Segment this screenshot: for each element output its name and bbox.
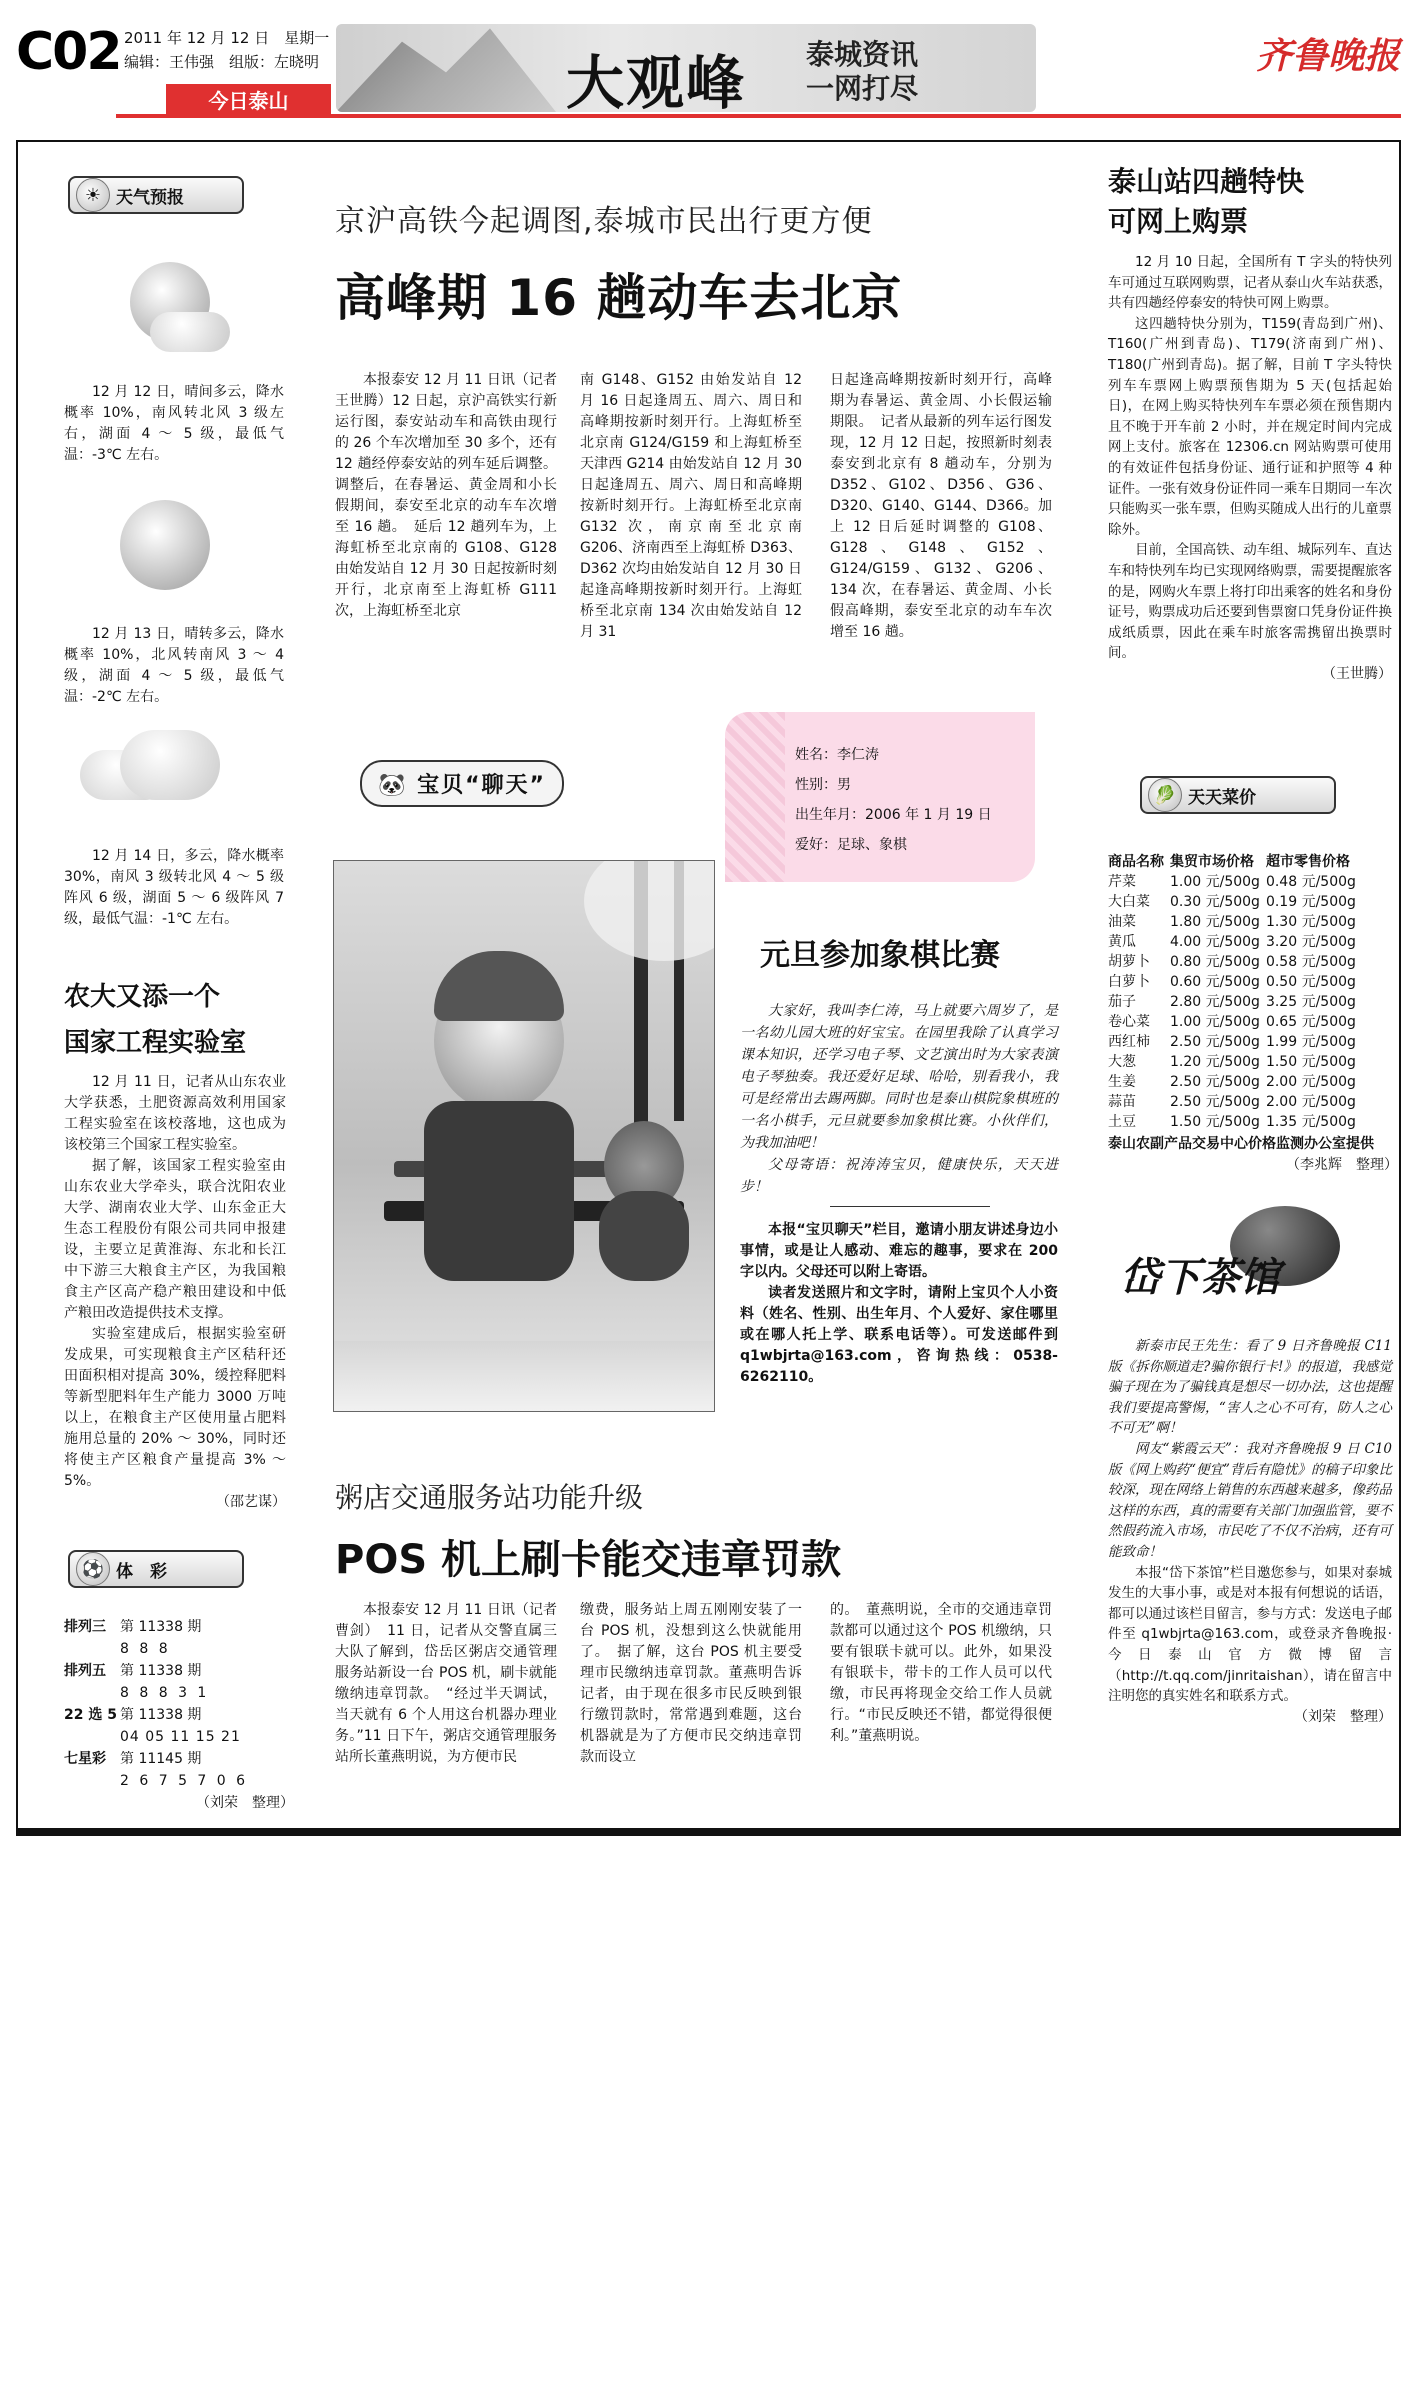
- station-headline: [1108, 162, 1388, 242]
- vegetable-name: 蒜苗: [1108, 1094, 1136, 1110]
- lottery-numbers: 04 05 11 15 21: [120, 1729, 241, 1745]
- vegetable-name: 大葱: [1108, 1054, 1136, 1070]
- agri-lab-para: 12 月 11 日，记者从山东农业大学获悉，土肥资源高效利用国家工程实验室在该校落地，这也成为该校第三个国家工程实验室。: [64, 1074, 286, 1153]
- vegetable-icon: 🥬: [1148, 778, 1182, 812]
- supermarket-price: 1.99 元/500g: [1265, 1034, 1356, 1050]
- price-row: [1108, 1112, 1362, 1132]
- lottery-name: 22 选 5: [64, 1707, 117, 1723]
- market-price: 2.50 元/500g: [1170, 1094, 1260, 1110]
- newspaper-logo: 齐鲁晚报: [1256, 35, 1401, 77]
- divider: [830, 1206, 990, 1207]
- supermarket-price: 0.48 元/500g: [1265, 874, 1356, 890]
- mountain-image: [336, 24, 556, 112]
- station-byline: （王世腾）: [1322, 665, 1392, 682]
- baby-chat-headline: 元旦参加象棋比赛: [760, 938, 1000, 973]
- vegetable-name: 大白菜: [1108, 894, 1150, 910]
- prices-badge: [1140, 776, 1336, 814]
- market-price: 1.80 元/500g: [1170, 914, 1260, 930]
- vegetable-name: 生姜: [1108, 1074, 1136, 1090]
- teahouse-banner: [1120, 1196, 1360, 1316]
- agri-lab-headline-line-1: 农大又添一个: [64, 982, 221, 1012]
- market-price: 1.00 元/500g: [1170, 874, 1260, 890]
- lottery-issue: 第 11145 期: [120, 1751, 202, 1767]
- column-header: 商品名称: [1108, 854, 1164, 870]
- lottery-issue: 第 11338 期: [120, 1707, 202, 1723]
- station-headline-line-2: 可网上购票: [1108, 205, 1249, 238]
- supermarket-price: 0.50 元/500g: [1265, 974, 1356, 990]
- vegetable-name: 白萝卜: [1108, 974, 1150, 990]
- station-para: 目前，全国高铁、动车组、城际列车、直达车和特快列车均已实现网络购票，需要提醒旅客的是，网购火车票上将打印出乘客的姓名和身份证号，购票成功后还要到售票窗口凭身份证件换成纸质票，因此在乘车时旅客需携留出换票时间。: [1108, 542, 1392, 662]
- supermarket-price: 2.00 元/500g: [1265, 1074, 1356, 1090]
- market-price: 0.80 元/500g: [1170, 954, 1260, 970]
- lottery-numbers: 8 8 8 3 1: [120, 1685, 210, 1701]
- station-headline-line-1: 泰山站四趟特快: [1108, 165, 1305, 198]
- lottery-name: 排列三: [64, 1619, 106, 1635]
- lottery-row: [64, 1748, 294, 1770]
- vegetable-name: 芹菜: [1108, 874, 1136, 890]
- baby-diary-text: 大家好，我叫李仁涛，马上就要六周岁了，是一名幼儿园大班的好宝宝。在园里我除了认真学习课本知识，还学习电子琴、文艺演出时为大家表演电子琴独奏。我还爱好足球、哈哈，别看我小，我可是经常出去踢两脚。同时也是泰山棋院象棋班的一名小棋手，元旦就要参加象棋比赛。小伙伴们，为我加油吧！: [740, 1003, 1058, 1151]
- lottery-badge: [68, 1550, 244, 1588]
- market-price: 2.80 元/500g: [1170, 994, 1260, 1010]
- lottery-row: [64, 1616, 294, 1638]
- notice-para: 本报“宝贝聊天”栏目，邀请小朋友讲述身边小事情，或是让人感动、难忘的趣事，要求在 200 字以内。父母还可以附上寄语。: [740, 1222, 1058, 1280]
- price-row: [1108, 872, 1362, 892]
- price-row: [1108, 952, 1362, 972]
- pos-kicker: 粥店交通服务站功能升级: [335, 1481, 644, 1514]
- pos-column-2: 缴费，服务站上周五刚刚安装了一台 POS 机，没想到这么快就能用了。 据了解，这台 POS 机主要受理市民缴纳违章罚款。董燕明告诉记者，由于现在很多市民反映到银行缴罚款时，常常遇到难题，这台机器就是为了方便市民交纳违章罚款而设立: [580, 1602, 802, 1765]
- page-number: C02: [16, 22, 121, 82]
- baby-diary: [740, 1000, 1058, 1198]
- column-header: 超市零售价格: [1265, 854, 1350, 870]
- child-photo: [333, 860, 715, 1412]
- rail-column-3: 日起逢高峰期按新时刻开行，高峰期为春暑运、黄金周、小长假运输期限。 记者从最新的列车运行图发现，12 月 12 日起，按照新时刻表泰安到北京有 8 趟动车，分别为 D352、G102、D356、G36、D320、G140、G144、D366。加上 12 日后延时调整的 G108、G128、G148、G152、G124/G159、G132、G206、134 次，在春暑运、黄金周、小长假高峰期，泰安至北京的动车车次增至 16 趟。: [830, 372, 1052, 640]
- vegetable-name: 胡萝卜: [1108, 954, 1150, 970]
- teahouse-para: 网友“紫霞云天”：我对齐鲁晚报 9 日 C10 版《网上购药“便宜”背后有隐忧》的稿子印象比较深，现在网络上销售的东西越来越多，像药品这样的东西，真的需要有关部门加强监管，要不然假药流入市场，市民吃了不仅不治病，还有可能致命！: [1108, 1440, 1392, 1560]
- station-article: [1108, 252, 1392, 684]
- rail-kicker: 京沪高铁今起调图,泰城市民出行更方便: [335, 204, 873, 239]
- vegetable-name: 茄子: [1108, 994, 1136, 1010]
- vegetable-name: 油菜: [1108, 914, 1136, 930]
- pos-column-1: 本报泰安 12 月 11 日讯（记者 曹剑） 11 日，记者从交警直属三大队了解到，岱岳区粥店交通管理服务站新设一台 POS 机，刷卡就能缴纳违章罚款。 “经过半天调试，当天就有 6 个人用这台机器办理业务。”11 日下午，粥店交通管理服务站所长董燕明说，为方便市民: [335, 1602, 571, 1765]
- lottery-issue: 第 11338 期: [120, 1619, 202, 1635]
- lottery-name: 排列五: [64, 1663, 106, 1679]
- price-row: [1108, 1052, 1362, 1072]
- lottery-results: [64, 1616, 294, 1814]
- rail-column-1: 本报泰安 12 月 11 日讯（记者 王世腾）12 日起，京沪高铁实行新运行图，泰安站动车和高铁由现行的 26 个车次增加至 30 多个，还有 12 趟经停泰安站的列车延后调整。调整后，在春暑运、黄金周和小长假期间，泰安至北京的动车车次增至 16 趟。 延后 12 趟列车为，上海虹桥至北京南的 G108、G128 由始发站自 12 月 30 日起按新时刻开行，北京南至上海虹桥 G111 次，上海虹桥至北京: [335, 372, 571, 619]
- cloudy-icon: [80, 730, 210, 830]
- vegetable-name: 黄瓜: [1108, 934, 1136, 950]
- lottery-badge-label: 体 彩: [116, 1561, 167, 1582]
- price-table: [1108, 852, 1362, 1132]
- sunny-icon: [100, 500, 230, 600]
- price-source: 泰山农副产品交易中心价格监测办公室提供: [1108, 1136, 1374, 1152]
- supermarket-price: 2.00 元/500g: [1265, 1094, 1356, 1110]
- teahouse-para: 本报“岱下茶馆”栏目邀您参与，如果对泰城发生的大事小事，或是对本报有何想说的话语，都可以通过该栏目留言，参与方式：发送电子邮件至 q1wbjrta@163.com，或登录齐鲁晚报·今日泰山官方微博留言（http://t.qq.com/jinritaishan），请在留言中注明您的真实姓名和联系方式。: [1108, 1564, 1392, 1705]
- agri-lab-article: [64, 1072, 286, 1513]
- supermarket-price: 3.25 元/500g: [1265, 994, 1356, 1010]
- weather-badge-label: 天气预报: [116, 187, 184, 208]
- lottery-row: [64, 1704, 294, 1726]
- teahouse-article: [1108, 1336, 1392, 1727]
- profile-hobby: 爱好：足球、象棋: [795, 837, 907, 853]
- market-price: 0.30 元/500g: [1170, 894, 1260, 910]
- baby-profile-card: [725, 712, 1035, 882]
- price-row: [1108, 912, 1362, 932]
- profile-name: 姓名：李仁涛: [795, 747, 879, 763]
- market-price: 0.60 元/500g: [1170, 974, 1260, 990]
- supermarket-price: 3.20 元/500g: [1265, 934, 1356, 950]
- market-price: 1.50 元/500g: [1170, 1114, 1260, 1130]
- market-price: 1.20 元/500g: [1170, 1054, 1260, 1070]
- supermarket-price: 1.30 元/500g: [1265, 914, 1356, 930]
- price-row: [1108, 1012, 1362, 1032]
- lottery-numbers: 8 8 8: [120, 1641, 171, 1657]
- rail-headline: 高峰期 16 趟动车去北京: [335, 269, 903, 327]
- teahouse-byline: （刘荣 整理）: [1294, 1708, 1392, 1725]
- lottery-name: 七星彩: [64, 1751, 106, 1767]
- profile-birth: 出生年月：2006 年 1 月 19 日: [795, 807, 992, 823]
- masthead-title: 大观峰: [566, 49, 747, 112]
- parents-message: 父母寄语：祝涛涛宝贝，健康快乐，天天进步！: [740, 1157, 1058, 1195]
- weather-day-1: 12 月 12 日，晴间多云，降水概率 10%，南风转北风 3 级左右，湖面 4 ～ 5 级，最低气温：-3℃ 左右。: [64, 384, 284, 463]
- slogan-line-2: 一网打尽: [806, 72, 919, 105]
- weather-day-3: 12 月 14 日，多云，降水概率 30%，南风 3 级转北风 4 ～ 5 级阵风 6 级，湖面 5 ～ 6 级阵风 7 级，最低气温：-1℃ 左右。: [64, 848, 284, 927]
- price-row: [1108, 1072, 1362, 1092]
- sports-icon: ⚽: [76, 1552, 110, 1586]
- vegetable-name: 土豆: [1108, 1114, 1136, 1130]
- editors-line: 编辑：王伟强 组版：左晓明: [124, 53, 320, 71]
- station-para: 这四趟特快分别为，T159(青岛到广州)、T160(广州到青岛)、T179(济南到广州)、T180(广州到青岛)。据了解，目前 T 字头特快列车车票网上购票预售期为 5 天(包括起始日)，在网上购买特快列车车票必须在预售期内且不晚于开车前 2 小时，并在规定时间内完成网上支付。旅客在 12306.cn 网站购票可使用的有效证件包括身份证、通行证和护照等 4 种证件。一张有效身份证件同一乘车日期同一车次只能购买一张车票，但购买随成人出行的儿童票除外。: [1108, 315, 1392, 538]
- lottery-row: [64, 1660, 294, 1682]
- baby-panda-icon: 🐼: [378, 773, 408, 798]
- station-para: 12 月 10 日起，全国所有 T 字头的特快列车可通过互联网购票，记者从泰山火车站获悉，共有四趟经停泰安的特快可网上购票。: [1108, 254, 1392, 312]
- supermarket-price: 0.19 元/500g: [1265, 894, 1356, 910]
- agri-lab-para: 实验室建成后，根据实验室研发成果，可实现粮食主产区秸秆还田面积相对提高 30%，缓控释肥料等新型肥料年生产能力 3000 万吨以上，在粮食主产区使用量占肥料施用总量的 20% ～ 30%，同时还将使主产区粮食产量提高 3% ～ 5%。: [64, 1326, 286, 1489]
- sun-face-icon: ☀: [76, 178, 110, 212]
- section-tab: 今日泰山: [166, 84, 331, 118]
- baby-chat-notice: [740, 1220, 1058, 1388]
- agri-lab-headline: [64, 974, 294, 1066]
- lottery-issue: 第 11338 期: [120, 1663, 202, 1679]
- profile-gender: 性别：男: [795, 777, 851, 793]
- weather-badge: [68, 176, 244, 214]
- column-header: 集贸市场价格: [1170, 854, 1254, 870]
- supermarket-price: 1.50 元/500g: [1265, 1054, 1356, 1070]
- lottery-byline: （刘荣 整理）: [196, 1795, 294, 1811]
- agri-lab-para: 据了解，该国家工程实验室由山东农业大学牵头，联合沈阳农业大学、湖南农业大学、山东金正大生态工程股份有限公司共同申报建设，主要立足黄淮海、东北和长江中下游三大粮食主产区，为我国粮食主产区高产稳产粮田建设和中低产粮田改造提供技术支撑。: [64, 1158, 286, 1321]
- date-line: 2011 年 12 月 12 日 星期一: [124, 29, 330, 47]
- market-price: 2.50 元/500g: [1170, 1034, 1260, 1050]
- masthead-slogan: [806, 38, 918, 106]
- sunny-cloud-icon: [100, 262, 230, 362]
- market-price: 1.00 元/500g: [1170, 1014, 1260, 1030]
- vegetable-name: 西红柿: [1108, 1034, 1150, 1050]
- weather-day-2: 12 月 13 日，晴转多云，降水概率 10%，北风转南风 3 ～ 4 级，湖面 4 ～ 5 级，最低气温：-2℃ 左右。: [64, 626, 284, 705]
- supermarket-price: 1.35 元/500g: [1265, 1114, 1356, 1130]
- pos-column-3: 的。 董燕明说，全市的交通违章罚款都可以通过这个 POS 机缴纳，只要有银联卡就可以。此外，如果没有银联卡，带卡的工作人员可以代缴，市民再将现金交给工作人员就行。“市民反映还不错，都觉得很便利。”董燕明说。: [830, 1602, 1052, 1744]
- baby-chat-badge-label: 宝贝“聊天”: [417, 773, 546, 798]
- masthead-meta: [124, 26, 329, 74]
- price-byline: （李兆辉 整理）: [1286, 1157, 1398, 1173]
- masthead-rule: [116, 114, 1401, 118]
- price-row: [1108, 972, 1362, 992]
- supermarket-price: 0.65 元/500g: [1265, 1014, 1356, 1030]
- masthead: [16, 14, 1401, 126]
- baby-chat-badge: [360, 760, 564, 807]
- masthead-banner: [336, 24, 1036, 112]
- vegetable-name: 卷心菜: [1108, 1014, 1150, 1030]
- price-row: [1108, 932, 1362, 952]
- teahouse-para: 新泰市民王先生：看了 9 日齐鲁晚报 C11 版《拆你顺道走?骗你银行卡!》的报道，我感觉骗子现在为了骗钱真是想尽一切办法，这也提醒我们要提高警惕，“害人之心不可有，防人之心不可无”啊！: [1108, 1338, 1392, 1437]
- prices-badge-label: 天天菜价: [1188, 787, 1256, 808]
- price-table-wrap: [1108, 852, 1398, 1174]
- agri-lab-byline: （邵艺谋）: [216, 1494, 286, 1510]
- price-row: [1108, 892, 1362, 912]
- market-price: 2.50 元/500g: [1170, 1074, 1260, 1090]
- frame-bottom-rule: [16, 1830, 1401, 1836]
- agri-lab-headline-line-2: 国家工程实验室: [64, 1028, 247, 1058]
- notice-para: 读者发送照片和文字时，请附上宝贝个人小资料（姓名、性别、出生年月、个人爱好、家住哪里或在哪人托上学、联系电话等）。可发送邮件到 q1wbjrta@163.com，咨询热线：0538-6262110。: [740, 1285, 1058, 1385]
- market-price: 4.00 元/500g: [1170, 934, 1260, 950]
- rail-column-2: 南 G148、G152 由始发站自 12 月 16 日起逢周五、周六、周日和高峰期按新时刻开行。上海虹桥至北京南 G124/G159 和上海虹桥至天津西 G214 由始发站自 12 月 30 日起逢周五、周六、周日和高峰期按新时刻开行。上海虹桥至北京南 G132 次，南京南至北京南 G206、济南西至上海虹桥 D363、D362 次均由始发站自 12 月 30 日起逢高峰期按新时刻开行。上海虹桥至北京南 134 次由始发站自 12 月 31: [580, 372, 802, 640]
- slogan-line-1: 泰城资讯: [806, 38, 919, 71]
- price-row: [1108, 992, 1362, 1012]
- price-row: [1108, 1092, 1362, 1112]
- supermarket-price: 0.58 元/500g: [1265, 954, 1356, 970]
- lottery-numbers: 2 6 7 5 7 0 6: [120, 1773, 249, 1789]
- pos-headline: POS 机上刷卡能交违章罚款: [335, 1537, 842, 1583]
- teahouse-title: 岱下茶馆: [1120, 1254, 1280, 1301]
- price-table-header: [1108, 852, 1362, 872]
- price-row: [1108, 1032, 1362, 1052]
